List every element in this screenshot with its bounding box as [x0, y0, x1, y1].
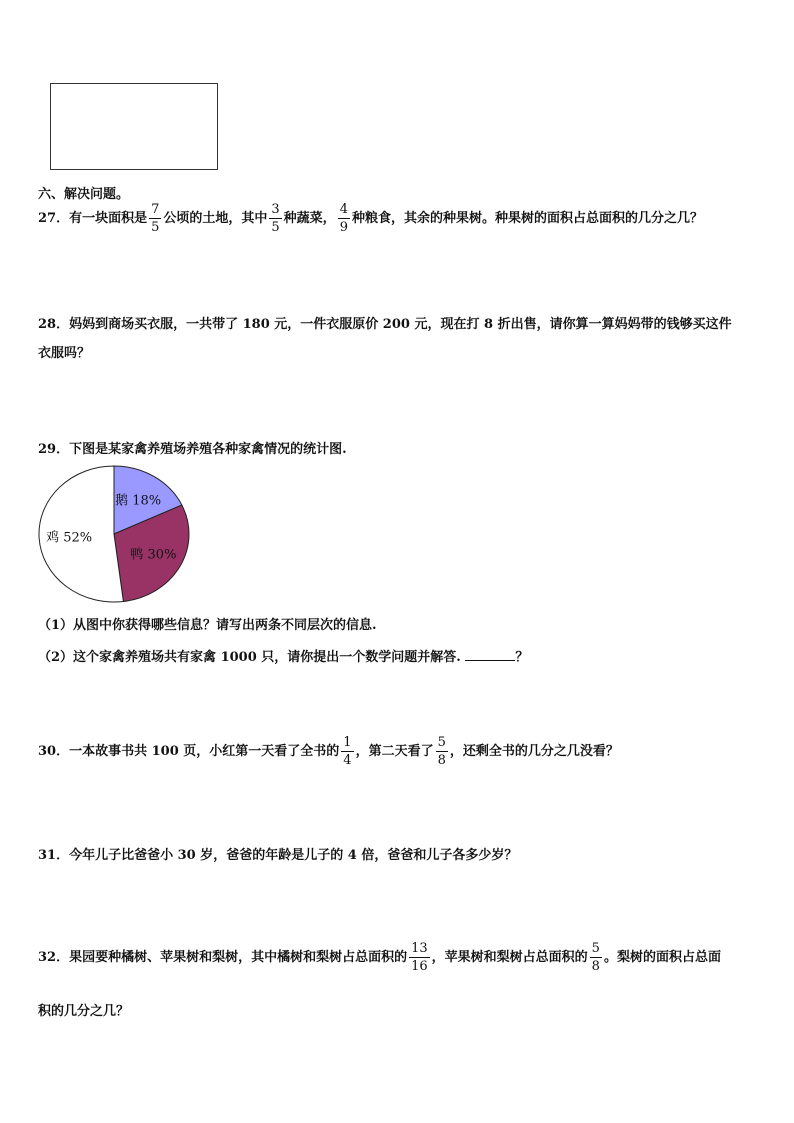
answer-box	[50, 83, 218, 170]
question-28-line-2	[38, 342, 90, 361]
q32-text-4: 积的几分之几？	[38, 1004, 130, 1019]
question-28-line-1	[38, 313, 732, 332]
q30-fraction-1-den: 4	[343, 753, 352, 768]
question-30	[38, 736, 619, 767]
question-31	[38, 844, 517, 863]
q27-fraction-2-den: 5	[271, 220, 280, 235]
q30-text-3: ，还剩全书的几分之几没看？	[449, 744, 619, 759]
q27-fraction-2-num: 3	[271, 202, 280, 217]
answer-blank[interactable]	[465, 648, 515, 661]
q27-fraction-3	[338, 203, 350, 234]
q31-text: 31．今年儿子比爸爸小 30 岁，爸爸的年龄是儿子的 4 倍，爸爸和儿子各多少岁？	[38, 848, 518, 863]
q32-fraction-1-num: 13	[411, 941, 428, 956]
q30-text-2: ，第二天看了	[355, 744, 434, 759]
question-29-sub-1	[38, 614, 377, 633]
q32-text-2: ，苹果树和梨树占总面积的	[431, 950, 588, 965]
q32-text-3: 。梨树的面积占总面	[603, 950, 721, 965]
q29-sub2-text: （2）这个家禽养殖场共有家禽 1000 只，请你提出一个数学问题并解答.	[38, 650, 461, 665]
section-title	[38, 183, 129, 202]
q32-fraction-1	[409, 942, 430, 973]
q27-fraction-1	[149, 203, 161, 234]
q29-sub2-end: ？	[515, 650, 529, 665]
q30-fraction-2-den: 8	[437, 753, 446, 768]
section-title-text: 六、解决问题。	[38, 187, 130, 202]
q27-fraction-3-num: 4	[339, 202, 348, 217]
question-29-sub-2	[38, 646, 528, 665]
pie-label-0: 鹅 18%	[115, 493, 162, 509]
q30-fraction-2-num: 5	[437, 735, 446, 750]
question-32-line-2	[38, 1000, 129, 1019]
q27-fraction-1-den: 5	[151, 220, 160, 235]
q29-stem: 29．下图是某家禽养殖场养殖各种家禽情况的统计图.	[38, 442, 347, 457]
q28-text-1: 28．妈妈到商场买衣服，一共带了 180 元，一件衣服原价 200 元，现在打 8 折出售，请你算一算妈妈带的钱够买这件	[38, 317, 732, 332]
q32-text-1: 32．果园要种橘树、苹果树和梨树，其中橘树和梨树占总面积的	[38, 950, 408, 965]
q27-fraction-1-num: 7	[151, 202, 160, 217]
question-32-line-1	[38, 942, 721, 973]
q27-text-1: 27．有一块面积是	[38, 211, 148, 226]
q30-text-1: 30．一本故事书共 100 页，小红第一天看了全书的	[38, 744, 340, 759]
q32-fraction-2-den: 8	[591, 959, 600, 974]
q27-text-4: 种粮食，其余的种果树。种果树的面积占总面积的几分之几？	[351, 211, 703, 226]
q27-text-3: 种蔬菜，	[283, 211, 336, 226]
pie-label-2: 鸡 52%	[46, 530, 93, 546]
q30-fraction-1	[341, 736, 353, 767]
q32-fraction-1-den: 16	[411, 959, 428, 974]
q27-fraction-3-den: 9	[339, 220, 348, 235]
question-29	[38, 438, 347, 457]
q30-fraction-2	[436, 736, 448, 767]
q27-text-2: 公顷的土地，其中	[163, 211, 268, 226]
q30-fraction-1-num: 1	[343, 735, 352, 750]
q29-sub1-text: （1）从图中你获得哪些信息？请写出两条不同层次的信息.	[38, 618, 377, 633]
q28-text-2: 衣服吗？	[38, 346, 91, 361]
q32-fraction-2-num: 5	[591, 941, 600, 956]
pie-chart	[36, 462, 196, 607]
question-27	[38, 203, 703, 234]
pie-label-1: 鸭 30%	[130, 547, 177, 563]
q32-fraction-2	[590, 942, 602, 973]
q27-fraction-2	[269, 203, 281, 234]
